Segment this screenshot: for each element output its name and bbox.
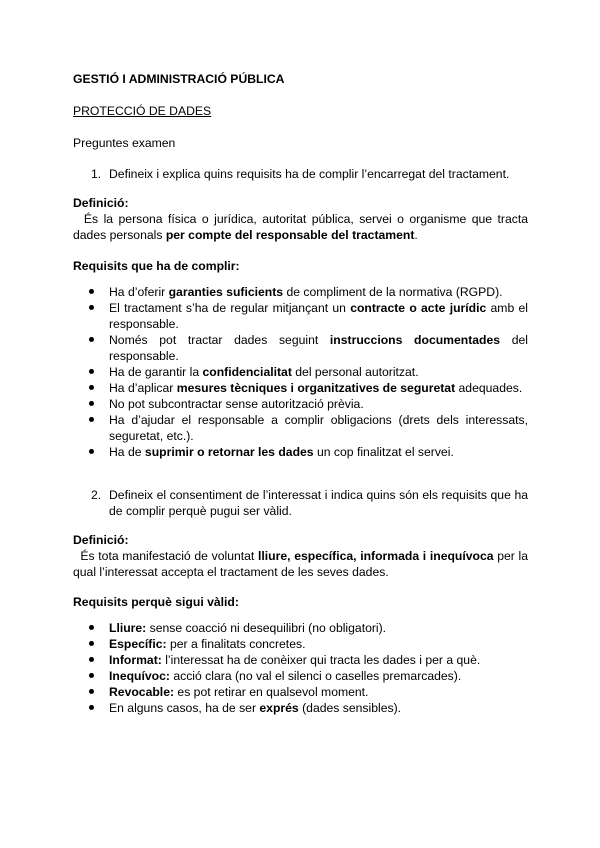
definition-2-bold: lliure, específica, informada i inequívoca	[258, 549, 494, 563]
requirements-2-list	[0, 620, 600, 716]
list-item-bold: Informat:	[109, 653, 162, 667]
definition-1-bold: per compte del responsable del tractament	[165, 228, 415, 242]
question-2-text: Defineix el consentiment de l’interessat i indica quins són els requisits que ha de complir perquè pugui ser vàlid.	[109, 488, 528, 518]
list-item-post: de compliment de la normativa (RGPD).	[283, 285, 503, 299]
definition-2-text	[73, 548, 528, 580]
bullet-icon	[89, 417, 94, 422]
definition-1-pre: És la persona física o jurídica, autoritat pública, servei o organisme que tracta dades personals	[73, 212, 528, 242]
bullet-icon	[89, 337, 94, 342]
list-item-post: per a finalitats concretes.	[166, 637, 306, 651]
list-item-pre: Ha de garantir la	[109, 365, 203, 379]
list-item-pre: En alguns casos, ha de ser	[109, 701, 260, 715]
bullet-icon	[89, 449, 94, 454]
list-item	[0, 412, 528, 444]
list-item-post: sense coacció ni desequilibri (no obligatori).	[146, 621, 387, 635]
list-item	[0, 380, 528, 396]
document-subtitle: PROTECCIÓ DE DADES	[73, 104, 212, 118]
list-item-post: (dades sensibles).	[298, 701, 402, 715]
question-1-number: 1.	[91, 167, 102, 181]
list-item-post: l’interessat ha de conèixer qui tracta les dades i per a què.	[161, 653, 481, 667]
list-item	[0, 396, 528, 412]
list-item	[0, 284, 528, 300]
bullet-icon	[89, 289, 94, 294]
definition-1-label: Definició:	[73, 196, 129, 210]
question-2-number: 2.	[91, 488, 102, 502]
list-item	[0, 684, 528, 700]
list-item-bold: mesures tècniques i organitzatives de seguretat	[176, 381, 456, 395]
bullet-icon	[89, 689, 94, 694]
list-item-post: acció clara (no val el silenci o caselles premarcades).	[169, 669, 462, 683]
definition-2-label: Definició:	[73, 533, 129, 547]
bullet-icon	[89, 673, 94, 678]
list-item-bold: Específic:	[109, 637, 167, 651]
list-item-post: del personal autoritzat.	[291, 365, 419, 379]
list-item	[0, 652, 528, 668]
list-item-pre: Ha d’ajudar el responsable a complir obligacions (drets dels interessats, seguretat, etc.).	[109, 413, 528, 443]
list-item-pre: No pot subcontractar sense autorització prèvia.	[109, 397, 364, 411]
bullet-icon	[89, 705, 94, 710]
list-item-pre: Només pot tractar dades seguint	[109, 333, 330, 347]
bullet-icon	[89, 369, 94, 374]
list-item-post: un cop finalitzat el servei.	[313, 445, 454, 459]
requirements-1-list	[0, 284, 600, 460]
list-item-bold: Lliure:	[109, 621, 147, 635]
list-item-pre: El tractament s’ha de regular mitjançant un	[109, 301, 351, 315]
list-item	[0, 620, 528, 636]
list-item-bold: garanties suficients	[168, 285, 284, 299]
question-1-text: Defineix i explica quins requisits ha de complir l’encarregat del tractament.	[109, 167, 510, 181]
bullet-icon	[89, 641, 94, 646]
list-item-post: amb el responsable.	[109, 301, 528, 331]
list-item-bold: suprimir o retornar les dades	[144, 445, 314, 459]
list-item-bold: confidencialitat	[202, 365, 292, 379]
list-item-bold: instruccions documentades	[329, 333, 501, 347]
bullet-icon	[89, 385, 94, 390]
list-item	[0, 700, 528, 716]
definition-1-text	[73, 211, 528, 243]
list-item-bold: Inequívoc:	[109, 669, 170, 683]
list-item-post: del responsable.	[109, 333, 528, 363]
definition-2-post: per la qual l’interessat accepta el tractament de les seves dades.	[73, 549, 528, 579]
list-item-pre: Ha d’oferir	[109, 285, 169, 299]
list-item-bold: exprés	[259, 701, 299, 715]
requirements-1-label: Requisits que ha de complir:	[73, 259, 240, 273]
list-item-pre: Ha de	[109, 445, 145, 459]
bullet-icon	[89, 401, 94, 406]
list-item-post: es pot retirar en qualsevol moment.	[174, 685, 369, 699]
list-item	[0, 668, 528, 684]
list-item	[0, 444, 528, 460]
list-item-pre: Ha d’aplicar	[109, 381, 177, 395]
list-item	[0, 364, 528, 380]
requirements-2-label: Requisits perquè sigui vàlid:	[73, 595, 239, 609]
section-heading: Preguntes examen	[73, 136, 176, 150]
page-title: GESTIÓ I ADMINISTRACIÓ PÚBLICA	[73, 72, 285, 86]
list-item	[0, 300, 528, 332]
bullet-icon	[89, 305, 94, 310]
list-item-bold: contracte o acte jurídic	[350, 301, 487, 315]
list-item	[0, 636, 528, 652]
list-item-post: adequades.	[455, 381, 523, 395]
list-item-bold: Revocable:	[109, 685, 175, 699]
definition-2-pre: És tota manifestació de voluntat	[80, 549, 258, 563]
definition-1-post: .	[414, 228, 418, 242]
list-item	[0, 332, 528, 364]
bullet-icon	[89, 657, 94, 662]
bullet-icon	[89, 625, 94, 630]
